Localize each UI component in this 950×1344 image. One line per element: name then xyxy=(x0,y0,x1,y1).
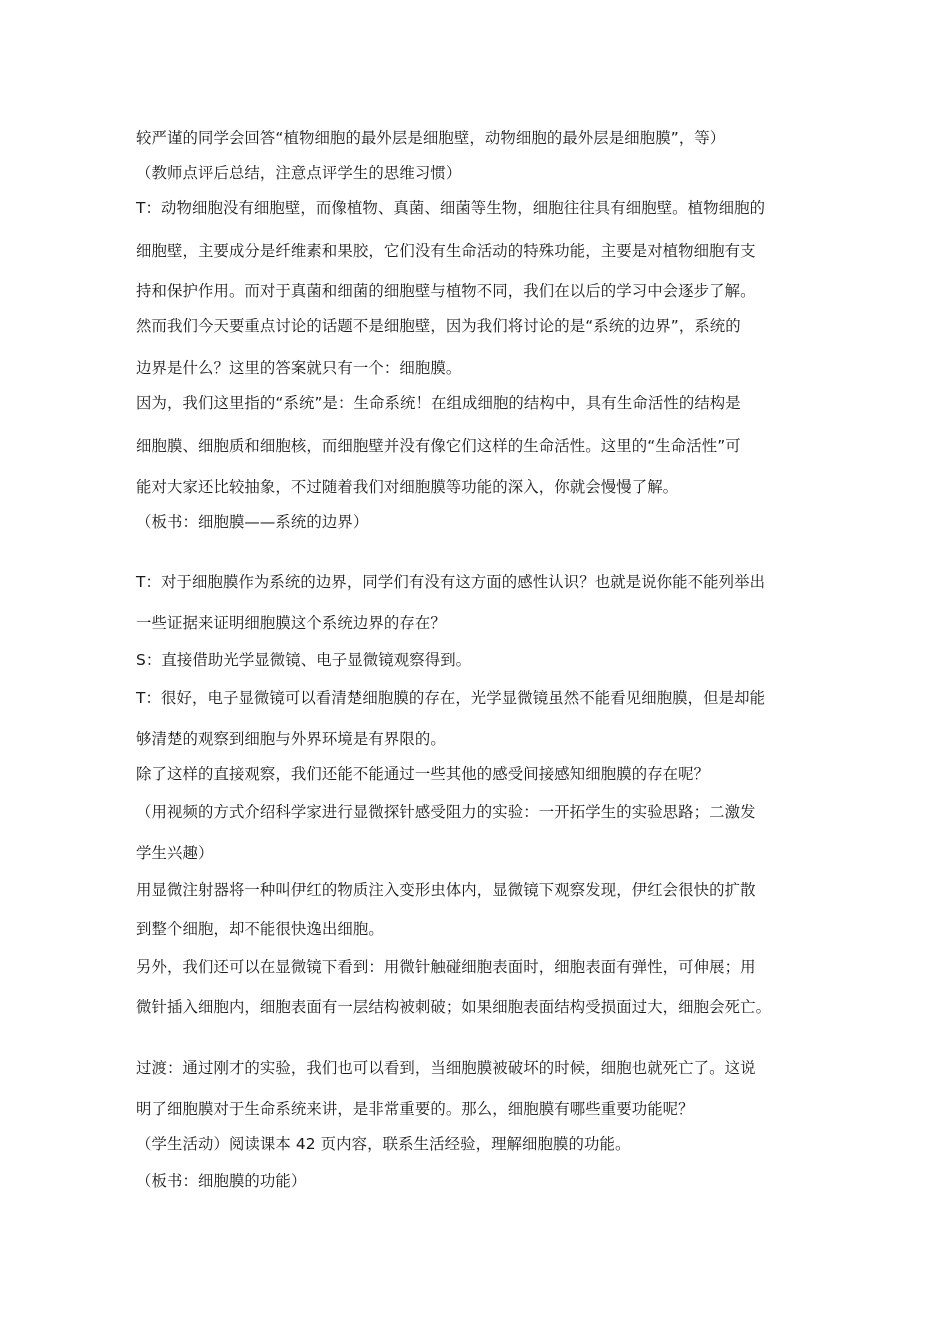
text-line: （板书：细胞膜的功能） xyxy=(136,1172,307,1190)
text-line: 另外，我们还可以在显微镜下看到：用微针触碰细胞表面时，细胞表面有弹性，可伸展；用 xyxy=(136,958,756,976)
text-line: T：很好，电子显微镜可以看清楚细胞膜的存在，光学显微镜虽然不能看见细胞膜，但是却能 xyxy=(136,689,766,707)
text-line: 过渡：通过刚才的实验，我们也可以看到，当细胞膜被破坏的时候，细胞也就死亡了。这说 xyxy=(136,1059,756,1077)
text-line: 能对大家还比较抽象，不过随着我们对细胞膜等功能的深入，你就会慢慢了解。 xyxy=(136,478,679,496)
text-line: 然而我们今天要重点讨论的话题不是细胞壁，因为我们将讨论的是“系统的边界”，系统的 xyxy=(136,317,741,335)
text-line: T：对于细胞膜作为系统的边界，同学们有没有这方面的感性认识？也就是说你能不能列举出 xyxy=(136,573,766,591)
text-line: （用视频的方式介绍科学家进行显微探针感受阻力的实验：一开拓学生的实验思路；二激发 xyxy=(136,803,756,821)
text-line: 因为，我们这里指的“系统”是：生命系统！在组成细胞的结构中，具有生命活性的结构是 xyxy=(136,394,741,412)
text-line: （教师点评后总结，注意点评学生的思维习惯） xyxy=(136,164,462,182)
text-line: S：直接借助光学显微镜、电子显微镜观察得到。 xyxy=(136,651,472,669)
text-line: 到整个细胞，却不能很快逸出细胞。 xyxy=(136,920,384,938)
text-line: 用显微注射器将一种叫伊红的物质注入变形虫体内，显微镜下观察发现，伊红会很快的扩散 xyxy=(136,881,756,899)
text-line: 持和保护作用。而对于真菌和细菌的细胞壁与植物不同，我们在以后的学习中会逐步了解。 xyxy=(136,282,756,300)
text-line: 一些证据来证明细胞膜这个系统边界的存在？ xyxy=(136,614,446,632)
text-line: 明了细胞膜对于生命系统来讲，是非常重要的。那么，细胞膜有哪些重要功能呢？ xyxy=(136,1100,694,1118)
text-line: （学生活动）阅读课本 42 页内容，联系生活经验，理解细胞膜的功能。 xyxy=(136,1135,631,1153)
text-line: 细胞壁，主要成分是纤维素和果胶，它们没有生命活动的特殊功能，主要是对植物细胞有支 xyxy=(136,242,756,260)
text-line: 除了这样的直接观察，我们还能不能通过一些其他的感受间接感知细胞膜的存在呢？ xyxy=(136,765,710,783)
text-line: 学生兴趣） xyxy=(136,844,214,862)
text-line: 细胞膜、细胞质和细胞核，而细胞壁并没有像它们这样的生命活性。这里的“生命活性”可 xyxy=(136,437,741,455)
text-line: 够清楚的观察到细胞与外界环境是有界限的。 xyxy=(136,730,446,748)
text-line: 微针插入细胞内，细胞表面有一层结构被刺破；如果细胞表面结构受损面过大，细胞会死亡。 xyxy=(136,998,772,1016)
text-line: 边界是什么？这里的答案就只有一个：细胞膜。 xyxy=(136,359,462,377)
text-line: （板书：细胞膜——系统的边界） xyxy=(136,513,369,531)
text-line: T：动物细胞没有细胞壁，而像植物、真菌、细菌等生物，细胞往往具有细胞壁。植物细胞的 xyxy=(136,199,766,217)
text-line: 较严谨的同学会回答“植物细胞的最外层是细胞壁，动物细胞的最外层是细胞膜”，等） xyxy=(136,129,726,147)
